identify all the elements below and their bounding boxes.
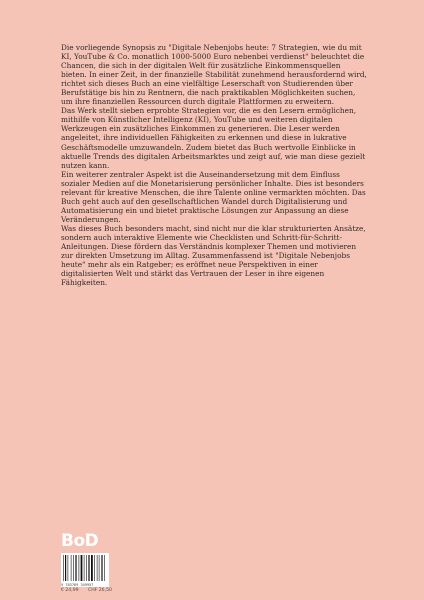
barcode-graphic [61,553,109,583]
price-eur: € 24,99 [61,588,79,593]
back-cover-blurb [61,43,367,287]
blurb-paragraph-3: Ein weiterer zentraler Aspekt ist die Auseinandersetzung mit dem Einfluss sozialer Medien auf die Monetarisierung persönlicher Inhalte. Dies ist besonders relevant für kreative Menschen, die ihre Talente online vermarkten möchten. Das Buch geht auch auf den gesellschaftlichen Wandel durch Digitalisierung und Automatisierung ein und bietet praktische Lösungen zur Anpassung an diese Veränderungen. [61,169,366,224]
isbn-number: 9 783769 349957 [61,583,109,587]
blurb-paragraph-2: Das Werk stellt sieben erprobte Strategien vor, die es den Lesern ermöglichen, mithilfe von Künstlicher Intelligenz (KI), YouTube und weiteren digitalen Werkzeugen ein zusätzliches Einkommen zu generieren. Die Leser werden angeleitet, ihre individuellen Fähigkeiten zu erkennen und diese in lukrative Geschäftsmodelle umzuwandeln. Zudem bietet das Buch wertvolle Einblicke in aktuelle Trends des digitalen Arbeitsmarktes und zeigt auf, wie man diese gezielt nutzen kann. [61,106,366,170]
barcode-bar [99,555,100,581]
price-chf: CHF 26,50 [88,588,112,593]
barcode-bar [104,555,105,581]
blurb-paragraph-4: Was dieses Buch besonders macht, sind nicht nur die klar strukturierten Ansätze, sondern auch interaktive Elemente wie Checklisten und Schritt-für-Schritt-Anleitungen. Diese fördern das Verständnis komplexer Themen und motivieren zur direkten Umsetzung im Alltag. Zusammenfassend ist "Digitale Nebenjobs heute" mehr als ein Ratgeber; es eröffnet neue Perspektiven in einer digitalisierten Welt und stärkt das Vertrauen der Leser in ihre eigenen Fähigkeiten. [61,223,366,288]
barcode-bar [101,555,102,581]
barcode-bar [68,555,69,581]
barcode-bar [75,555,76,581]
barcode-bar [84,555,85,581]
isbn-barcode [61,553,109,583]
blurb-paragraph-1: Die vorliegende Synopsis zu "Digitale Nebenjobs heute: 7 Strategien, wie du mit KI, YouTube & Co. monatlich 1000-5000 Euro nebenbei verdienst" beleuchtet die Chancen, die sich in der digitalen Welt für zusätzliche Einkommensquellen bieten. In einer Zeit, in der finanzielle Stabilität zunehmend herausfordernd wird, richtet sich dieses Buch an eine vielfältige Leserschaft von Studierenden über Berufstätige bis hin zu Rentnern, die nach praktikablen Möglichkeiten suchen, um ihre finanziellen Ressourcen durch digitale Plattformen zu erweitern. [61,43,367,107]
publisher-logo: BoD [61,531,99,551]
barcode-bar [97,555,98,581]
barcode-bar [73,555,74,581]
barcode-bar [79,555,80,581]
barcode-bar [86,555,87,581]
barcode-bar [94,555,95,581]
barcode-bar [91,555,93,581]
barcode-bar [65,555,66,581]
barcode-bar [88,555,89,581]
barcode-bar [81,555,83,581]
barcode-bar [63,555,64,581]
barcode-bar [71,555,72,581]
